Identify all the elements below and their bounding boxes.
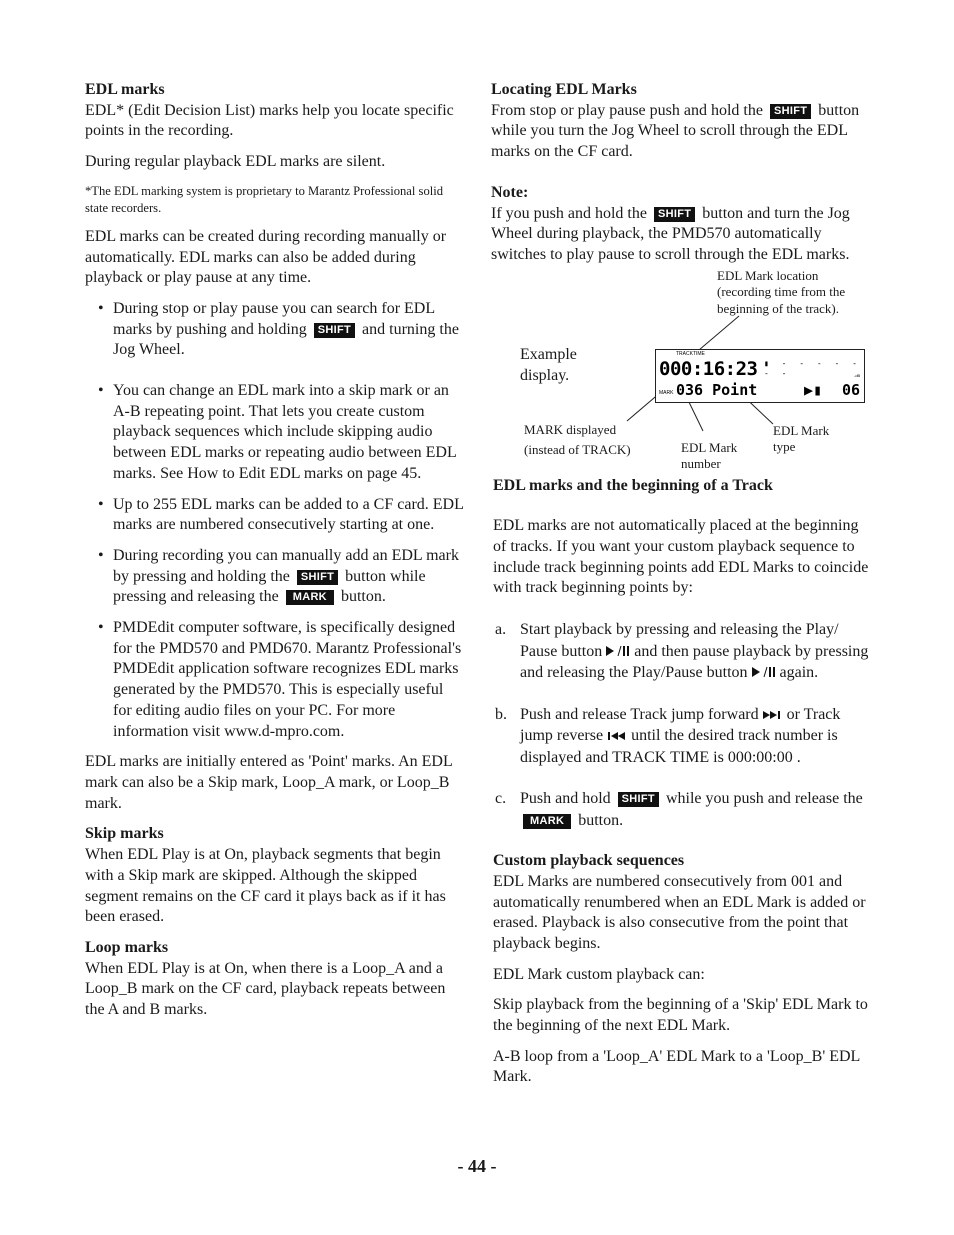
list-item: b. Push and release Track jump forward or Track jump reverse until the desired track number is displayed and TRACK TIME is 000:00:00 . xyxy=(495,705,841,766)
edl-mark-location-label: EDL Mark location (recording time from the beginning of the track). xyxy=(717,267,846,316)
list-item: • PMDEdit computer software, is specifically designed for the PMD570 and PMD670. Marantz Professional's PMDEdit application software recognizes EDL marks generated by the PMD570. This is especially useful for editing audio files on your PC. For more information visit www.d-mpro.com. xyxy=(85,618,465,742)
example-display-label: Example display. xyxy=(520,345,577,384)
track-reverse-icon xyxy=(606,731,628,741)
mark-key-icon: MARK xyxy=(286,590,334,605)
edl-mark-type-label: EDL Mark type xyxy=(773,422,830,455)
example-display-figure xyxy=(491,266,873,476)
custom-playback-heading: Custom playback sequences xyxy=(493,852,685,870)
level-meter-icon: ▮ - - - - - - - xyxy=(764,358,861,378)
right-column xyxy=(491,80,873,1098)
skip-marks-heading: Skip marks xyxy=(85,825,164,843)
note-text: If you push and hold the SHIFT button and turn the Jog Wheel during playback, the PMD570 automatically switches to play pause to scroll through the EDL marks. xyxy=(491,204,850,263)
point-marks-text: EDL marks are initially entered as 'Point' marks. An EDL mark can also be a Skip mark, Loop_A mark, or Loop_B mark. xyxy=(85,753,453,812)
edl-silent-text: During regular playback EDL marks are silent. xyxy=(85,153,386,171)
track-heading: EDL marks and the beginning of a Track xyxy=(493,476,773,494)
left-column xyxy=(85,80,465,1031)
list-item: a. Start playback by pressing and releasing the Play/ Pause button and then pause playback by pressing and releasing the Play/Pause button again. xyxy=(495,621,869,682)
locating-heading: Locating EDL Marks xyxy=(491,81,637,98)
steps-list xyxy=(491,619,873,831)
lcd-mark-label: MARK xyxy=(659,389,674,396)
lcd-display xyxy=(655,349,865,403)
list-item: • During recording you can manually add an EDL mark by pressing and holding the SHIFT button while pressing and releasing the MARK button. xyxy=(85,546,465,608)
lcd-time: 000:16:23 xyxy=(659,357,758,380)
edl-mark-number-label: EDL Mark number xyxy=(681,439,738,472)
note-heading: Note: xyxy=(491,183,529,201)
edl-creation-text: EDL marks can be created during recording manually or automatically. EDL marks can also be added during playback or play pause at any time. xyxy=(85,227,447,287)
track-forward-icon xyxy=(762,710,784,720)
mark-displayed-label: MARK displayed (instead of TRACK) xyxy=(524,421,631,457)
custom-playback-can: EDL Mark custom playback can: xyxy=(493,965,705,983)
locating-text: From stop or play pause push and hold the SHIFT button while you turn the Jog Wheel to scroll through the EDL marks on the CF card. xyxy=(491,101,860,161)
edl-bullet-list xyxy=(85,299,465,742)
lcd-point-text: 036 Point xyxy=(676,380,758,399)
lcd-number: 06 xyxy=(842,380,861,399)
edl-intro: EDL* (Edit Decision List) marks help you locate specific points in the recording. xyxy=(85,101,454,140)
page-number: - 44 - xyxy=(457,1156,497,1176)
edl-marks-heading: EDL marks xyxy=(85,81,165,98)
lcd-db-label: -dB xyxy=(854,372,861,378)
list-item: • You can change an EDL mark into a skip mark or an A-B repeating point. That lets you create custom playback sequences which include skipping audio between EDL marks or repeating audio between EDL marks. See How to Edit EDL marks on page 45. xyxy=(85,381,465,485)
skip-marks-text: When EDL Play is at On, playback segments that begin with a Skip mark are skipped. Although the skipped segment remains on the CF card it plays back as if it has been erased. xyxy=(85,846,446,926)
custom-playback-text: EDL Marks are numbered consecutively from 001 and automatically renumbered when an EDL Mark is added or erased. Playback is also consecutive from the point that playback begins. xyxy=(493,872,866,952)
lcd-play-icon: ▶▮ xyxy=(804,380,823,399)
play-pause-icon xyxy=(605,645,631,657)
shift-key-icon: SHIFT xyxy=(618,792,659,807)
track-text: EDL marks are not automatically placed at the beginning of tracks. If you want your custom playback sequence to include track beginning points add EDL Marks to coincide with track beginning points by: xyxy=(493,517,869,597)
edl-footnote: *The EDL marking system is proprietary to Marantz Professional solid state recorders. xyxy=(85,183,444,215)
shift-key-icon: SHIFT xyxy=(314,323,355,338)
ab-loop-text: A-B loop from a 'Loop_A' EDL Mark to a 'Loop_B' EDL Mark. xyxy=(493,1047,860,1086)
shift-key-icon: SHIFT xyxy=(770,104,811,119)
loop-marks-heading: Loop marks xyxy=(85,938,169,956)
play-pause-icon xyxy=(751,666,777,678)
mark-key-icon: MARK xyxy=(523,814,571,829)
loop-marks-text: When EDL Play is at On, when there is a Loop_A and a Loop_B mark on the CF card, playback repeats between the A and B marks. xyxy=(85,959,446,1019)
list-item: c. Push and hold SHIFT while you push and release the MARK button. xyxy=(495,790,863,829)
shift-key-icon: SHIFT xyxy=(654,207,695,222)
list-item: • During stop or play pause you can search for EDL marks by pushing and holding SHIFT and turning the Jog Wheel. xyxy=(85,299,465,361)
list-item: • Up to 255 EDL marks can be added to a CF card. EDL marks are numbered consecutively starting at one. xyxy=(85,495,465,536)
lcd-tracktime-label: TRACKTIME xyxy=(676,350,705,357)
skip-playback-text: Skip playback from the beginning of a 'Skip' EDL Mark to the beginning of the next EDL Mark. xyxy=(493,996,868,1035)
shift-key-icon: SHIFT xyxy=(297,570,338,585)
